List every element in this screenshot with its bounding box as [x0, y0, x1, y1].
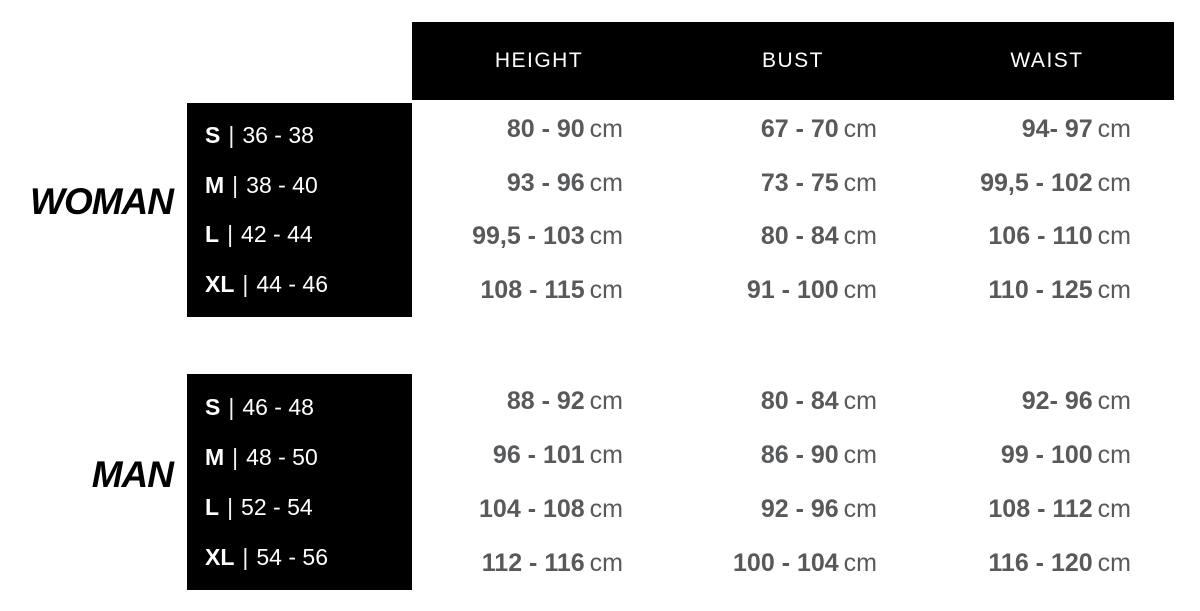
size-range: 52 - 54: [241, 493, 313, 520]
value-number: 88 - 92: [506, 386, 585, 415]
value-number: 73 - 75: [760, 168, 839, 197]
bust-value: [666, 222, 920, 251]
height-value: [412, 115, 666, 144]
value-unit: cm: [843, 494, 877, 523]
bust-value: [666, 115, 920, 144]
waist-value: [920, 276, 1174, 305]
man-size-box: [187, 374, 412, 590]
waist-value: [920, 549, 1174, 578]
size-separator: |: [242, 543, 249, 570]
group-label-woman: WOMAN: [30, 181, 173, 222]
size-row-man-m: [205, 444, 412, 471]
size-range: 42 - 44: [241, 221, 313, 248]
size-separator: |: [242, 270, 249, 297]
bust-value: [666, 276, 920, 305]
height-value: [412, 549, 666, 578]
value-number: 80 - 90: [506, 115, 585, 144]
size-letter: M: [205, 171, 225, 198]
value-number: 99,5 - 103: [472, 222, 585, 251]
height-value: [412, 441, 666, 470]
woman-values: [412, 103, 1174, 317]
size-row-man-s: [205, 394, 412, 421]
value-unit: cm: [843, 548, 877, 577]
height-value: [412, 222, 666, 251]
size-row-woman-l: [205, 221, 412, 248]
size-range: 54 - 56: [256, 543, 328, 570]
value-number: 99,5 - 102: [980, 168, 1093, 197]
size-letter: L: [205, 493, 220, 520]
bust-value: [666, 549, 920, 578]
value-unit: cm: [1097, 548, 1131, 577]
size-range: 46 - 48: [242, 393, 314, 420]
value-unit: cm: [1097, 115, 1131, 144]
value-number: 96 - 101: [492, 440, 585, 469]
size-separator: |: [232, 171, 239, 198]
size-letter: S: [205, 393, 221, 420]
value-unit: cm: [1097, 386, 1131, 415]
man-values: [412, 374, 1174, 590]
woman-size-box: [187, 103, 412, 317]
value-unit: cm: [589, 440, 623, 469]
value-number: 100 - 104: [733, 548, 839, 577]
value-row-woman-s: [412, 115, 1174, 144]
value-row-woman-xl: [412, 276, 1174, 305]
size-letter: S: [205, 122, 221, 149]
value-row-man-s: [412, 387, 1174, 416]
bust-value: [666, 169, 920, 198]
value-unit: cm: [1097, 440, 1131, 469]
height-value: [412, 495, 666, 524]
value-unit: cm: [843, 386, 877, 415]
value-unit: cm: [589, 494, 623, 523]
size-row-man-l: [205, 494, 412, 521]
value-unit: cm: [589, 548, 623, 577]
value-row-woman-l: [412, 222, 1174, 251]
height-value: [412, 387, 666, 416]
bust-value: [666, 441, 920, 470]
column-header-waist: WAIST: [1010, 49, 1084, 72]
value-number: 86 - 90: [760, 440, 839, 469]
value-number: 116 - 120: [988, 548, 1093, 577]
value-row-man-xl: [412, 549, 1174, 578]
value-number: 80 - 84: [760, 222, 839, 251]
value-unit: cm: [843, 168, 877, 197]
size-separator: |: [227, 493, 234, 520]
size-range: 36 - 38: [242, 122, 314, 149]
bust-value: [666, 495, 920, 524]
value-number: 92- 96: [1021, 386, 1093, 415]
value-unit: cm: [1097, 168, 1131, 197]
value-number: 93 - 96: [506, 168, 585, 197]
value-unit: cm: [589, 222, 623, 251]
waist-value: [920, 115, 1174, 144]
value-unit: cm: [843, 440, 877, 469]
value-row-man-l: [412, 495, 1174, 524]
waist-value: [920, 169, 1174, 198]
waist-value: [920, 222, 1174, 251]
value-unit: cm: [1097, 275, 1131, 304]
value-number: 108 - 112: [988, 494, 1093, 523]
value-number: 106 - 110: [988, 222, 1093, 251]
size-separator: |: [232, 443, 239, 470]
size-letter: XL: [205, 543, 235, 570]
column-header-bust: BUST: [761, 49, 824, 72]
height-value: [412, 169, 666, 198]
size-range: 38 - 40: [246, 171, 318, 198]
size-letter: XL: [205, 270, 235, 297]
value-number: 108 - 115: [480, 275, 585, 304]
size-letter: L: [205, 221, 220, 248]
value-number: 80 - 84: [760, 386, 839, 415]
group-label-man: MAN: [91, 454, 173, 495]
height-value: [412, 276, 666, 305]
value-unit: cm: [589, 275, 623, 304]
value-unit: cm: [843, 222, 877, 251]
value-number: 67 - 70: [760, 115, 839, 144]
size-separator: |: [228, 122, 235, 149]
size-range: 48 - 50: [246, 443, 318, 470]
column-header-height: HEIGHT: [494, 49, 584, 72]
value-unit: cm: [589, 115, 623, 144]
bust-value: [666, 387, 920, 416]
value-unit: cm: [1097, 222, 1131, 251]
value-number: 110 - 125: [988, 275, 1093, 304]
waist-value: [920, 495, 1174, 524]
size-range: 44 - 46: [256, 270, 328, 297]
value-unit: cm: [843, 275, 877, 304]
waist-value: [920, 387, 1174, 416]
size-row-woman-s: [205, 122, 412, 149]
value-number: 99 - 100: [1000, 440, 1093, 469]
value-number: 94- 97: [1021, 115, 1093, 144]
table-header: [412, 22, 1174, 100]
size-row-woman-xl: [205, 271, 412, 298]
size-separator: |: [227, 221, 234, 248]
size-letter: M: [205, 443, 225, 470]
value-row-woman-m: [412, 169, 1174, 198]
value-unit: cm: [589, 386, 623, 415]
value-number: 92 - 96: [760, 494, 839, 523]
value-unit: cm: [589, 168, 623, 197]
value-row-man-m: [412, 441, 1174, 470]
value-number: 112 - 116: [481, 548, 585, 577]
size-separator: |: [228, 393, 235, 420]
size-row-man-xl: [205, 544, 412, 571]
value-unit: cm: [843, 115, 877, 144]
value-number: 91 - 100: [746, 275, 839, 304]
waist-value: [920, 441, 1174, 470]
value-number: 104 - 108: [479, 494, 585, 523]
value-unit: cm: [1097, 494, 1131, 523]
size-row-woman-m: [205, 172, 412, 199]
